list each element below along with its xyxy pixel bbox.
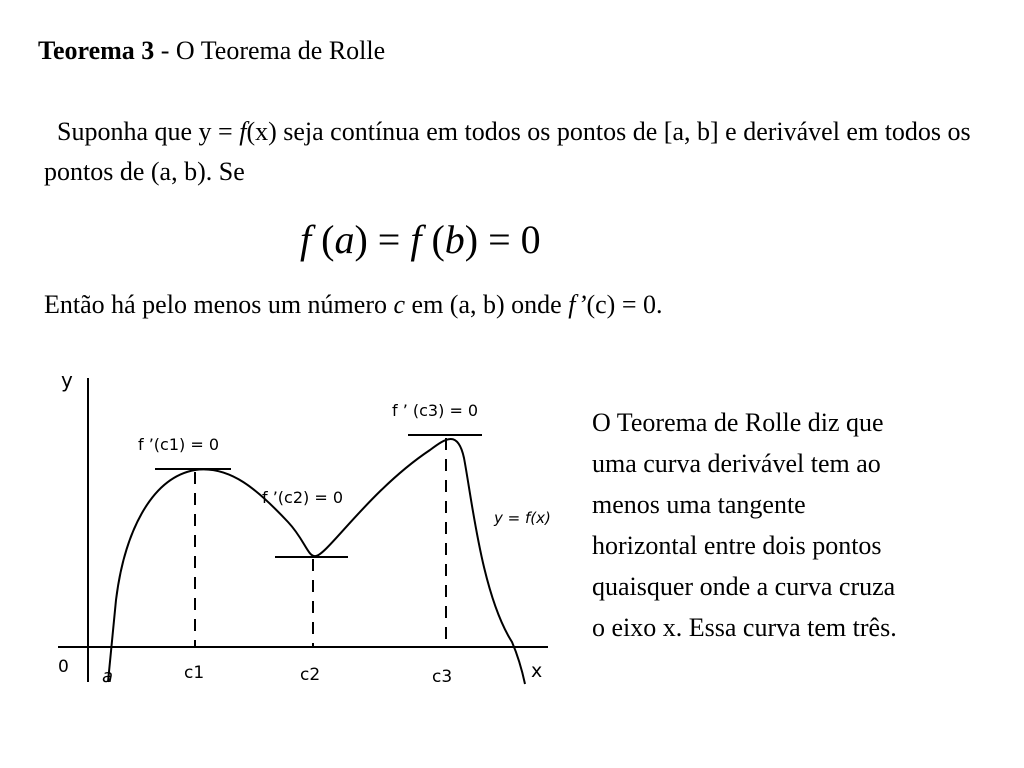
rolle-condition-formula: [300, 216, 541, 263]
c3-label: c3: [432, 667, 453, 687]
formula-open-a: (: [311, 217, 335, 262]
x-axis-label: x: [531, 660, 543, 682]
side-line: o eixo x. Essa curva tem três.: [592, 613, 897, 642]
origin-label: 0: [58, 657, 69, 677]
c2-label: c2: [300, 665, 321, 685]
c1-tangent-label: f ’(c1) = 0: [138, 435, 220, 454]
conclusion-c: c: [393, 290, 406, 319]
c1-label: c1: [184, 663, 205, 683]
y-axis-label: y: [61, 368, 73, 392]
conclusion-part-1: Então há pelo menos um número: [44, 290, 394, 319]
hypothesis-paragraph: [44, 112, 994, 192]
formula-b: b: [444, 217, 465, 262]
hypothesis-function-symbol: f: [239, 117, 247, 146]
formula-open-b: (: [421, 217, 445, 262]
curve-label: y = f(x): [494, 509, 551, 527]
theorem-number: Teorema 3: [38, 36, 155, 65]
conclusion-sentence: [44, 290, 663, 320]
side-line: quaisquer onde a curva cruza: [592, 572, 896, 601]
conclusion-part-2: em (a, b) onde: [405, 290, 569, 319]
c3-tangent-label: f ’ (c3) = 0: [392, 401, 479, 420]
theorem-name: - O Teorema de Rolle: [154, 36, 386, 65]
slide-title: [38, 36, 385, 66]
conclusion-f-prime: f’: [568, 290, 587, 319]
side-line: uma curva derivável tem ao: [592, 449, 881, 478]
side-line: horizontal entre dois pontos: [592, 531, 882, 560]
formula-close-b: ) = 0: [464, 217, 541, 262]
formula-f-b: f: [410, 217, 422, 262]
rolle-graph: [50, 360, 570, 690]
conclusion-part-3: (c) = 0.: [586, 290, 663, 319]
hypothesis-part-2: (x) seja contínua em todos os pontos de [a, b] e derivável em todos os pontos de (a, b). Se: [44, 117, 971, 186]
side-explanation: [592, 402, 1002, 648]
a-label: a: [102, 666, 114, 687]
side-line: menos uma tangente: [592, 490, 806, 519]
hypothesis-part-1: Suponha que y =: [57, 117, 240, 146]
side-line: O Teorema de Rolle diz que: [592, 408, 884, 437]
formula-f-a: f: [300, 217, 312, 262]
formula-a: a: [334, 217, 355, 262]
c2-tangent-label: f ’(c2) = 0: [262, 488, 344, 507]
formula-close-a: ) =: [354, 217, 411, 262]
